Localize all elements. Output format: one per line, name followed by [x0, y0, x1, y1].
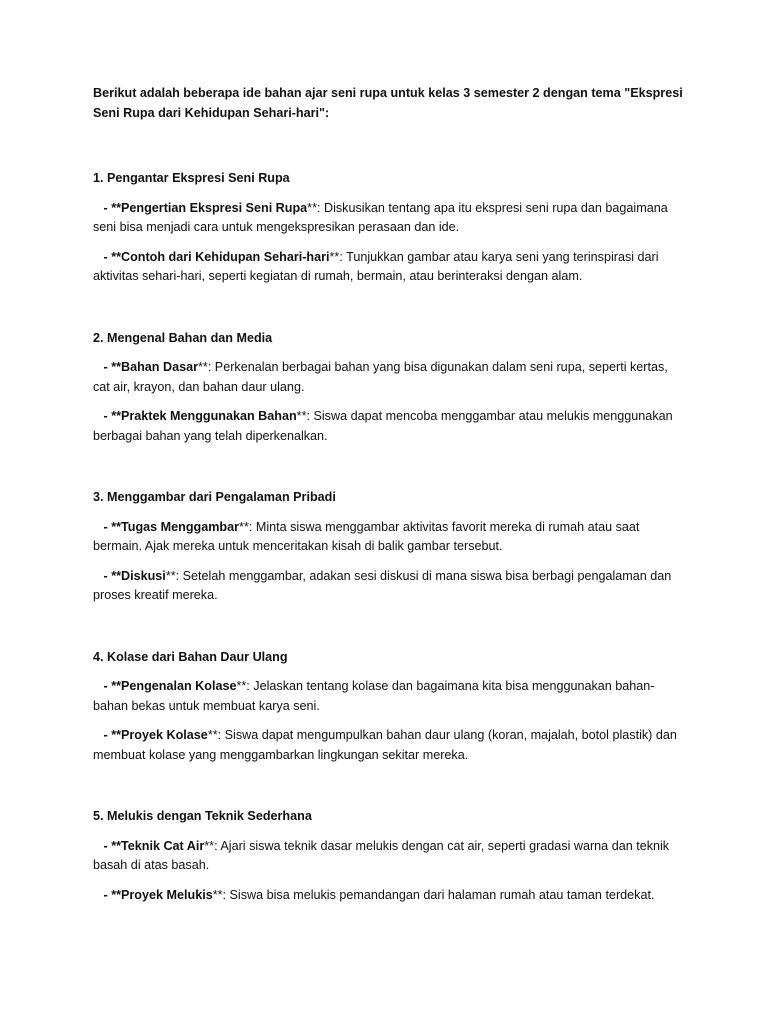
- item-prefix: - **: [93, 679, 121, 693]
- item-prefix: - **: [93, 200, 121, 215]
- section-title: 5. Melukis dengan Teknik Sederhana: [93, 809, 312, 823]
- item-suffix: **: [165, 568, 176, 583]
- list-item: [93, 567, 683, 606]
- item-label: Proyek Melukis: [121, 887, 213, 902]
- section-title: 4. Kolase dari Bahan Daur Ulang: [93, 649, 288, 664]
- document-page: [93, 84, 683, 905]
- list-item: [93, 518, 683, 557]
- item-prefix: - **: [93, 887, 121, 902]
- item-prefix: - **: [93, 568, 121, 583]
- sections-container: [93, 169, 683, 905]
- section-4: [93, 648, 683, 766]
- item-text: : Setelah menggambar, adakan sesi diskusi di mana siswa bisa berbagi pengalaman dan proses kreatif mereka.: [93, 568, 672, 602]
- item-label: Bahan Dasar: [121, 360, 198, 374]
- item-suffix: **: [198, 360, 208, 374]
- list-item: [93, 199, 683, 238]
- item-suffix: **: [236, 679, 247, 693]
- list-item: [93, 726, 683, 765]
- item-text: : Siswa dapat mencoba menggambar atau melukis menggunakan berbagai bahan yang telah diperkenalkan.: [93, 409, 673, 443]
- item-suffix: **: [329, 249, 340, 264]
- item-label: Proyek Kolase: [121, 728, 208, 742]
- item-label: Contoh dari Kehidupan Sehari-hari: [121, 249, 330, 264]
- item-suffix: **: [212, 887, 223, 902]
- section-title: 2. Mengenal Bahan dan Media: [93, 330, 273, 345]
- item-text: : Siswa bisa melukis pemandangan dari halaman rumah atau taman terdekat.: [222, 887, 655, 902]
- list-item: [93, 407, 683, 446]
- list-item: [93, 358, 683, 397]
- section-1: [93, 169, 683, 287]
- section-title: 3. Menggambar dari Pengalaman Pribadi: [93, 490, 336, 504]
- item-prefix: - **: [93, 728, 121, 742]
- item-prefix: - **: [93, 838, 121, 853]
- item-text: : Siswa dapat mengumpulkan bahan daur ulang (koran, majalah, botol plastik) dan membuat kolase yang menggambarkan lingkungan sekitar mereka.: [93, 728, 677, 762]
- list-item: [93, 248, 683, 287]
- item-label: Diskusi: [121, 568, 166, 583]
- list-item: [93, 677, 683, 716]
- item-label: Teknik Cat Air: [121, 838, 205, 853]
- item-prefix: - **: [93, 360, 121, 374]
- item-text: : Perkenalan berbagai bahan yang bisa digunakan dalam seni rupa, seperti kertas, cat air, krayon, dan bahan daur ulang.: [93, 360, 668, 394]
- item-label: Pengertian Ekspresi Seni Rupa: [121, 200, 308, 215]
- item-suffix: **: [296, 409, 307, 423]
- section-2: [93, 329, 683, 447]
- item-prefix: - **: [93, 519, 121, 534]
- list-item: [93, 837, 683, 876]
- item-suffix: **: [207, 728, 218, 742]
- item-text: : Minta siswa menggambar aktivitas favorit mereka di rumah atau saat bermain. Ajak mereka untuk menceritakan kisah di balik gambar tersebut.: [93, 519, 640, 553]
- item-text: : Tunjukkan gambar atau karya seni yang terinspirasi dari aktivitas sehari-hari, seperti kegiatan di rumah, bermain, atau berinteraksi dengan alam.: [93, 249, 659, 283]
- list-item: [93, 886, 683, 906]
- item-suffix: **: [204, 838, 215, 853]
- section-3: [93, 488, 683, 606]
- item-label: Tugas Menggambar: [121, 519, 240, 534]
- item-text: : Jelaskan tentang kolase dan bagaimana kita bisa menggunakan bahan-bahan bekas untuk membuat karya seni.: [93, 679, 655, 713]
- item-prefix: - **: [93, 249, 121, 264]
- item-label: Pengenalan Kolase: [121, 679, 237, 693]
- item-text: : Diskusikan tentang apa itu ekspresi seni rupa dan bagaimana seni bisa menjadi cara untuk mengekspresikan perasaan dan ide.: [93, 200, 668, 234]
- intro-paragraph: Berikut adalah beberapa ide bahan ajar seni rupa untuk kelas 3 semester 2 dengan tema "Ekspresi Seni Rupa dari Kehidupan Sehari-hari":: [93, 86, 683, 120]
- item-suffix: **: [239, 519, 249, 534]
- item-suffix: **: [307, 200, 317, 215]
- section-5: [93, 807, 683, 905]
- item-prefix: - **: [93, 409, 121, 423]
- item-text: : Ajari siswa teknik dasar melukis dengan cat air, seperti gradasi warna dan teknik basah di atas basah.: [93, 838, 670, 872]
- section-title: 1. Pengantar Ekspresi Seni Rupa: [93, 171, 290, 185]
- item-label: Praktek Menggunakan Bahan: [121, 409, 297, 423]
